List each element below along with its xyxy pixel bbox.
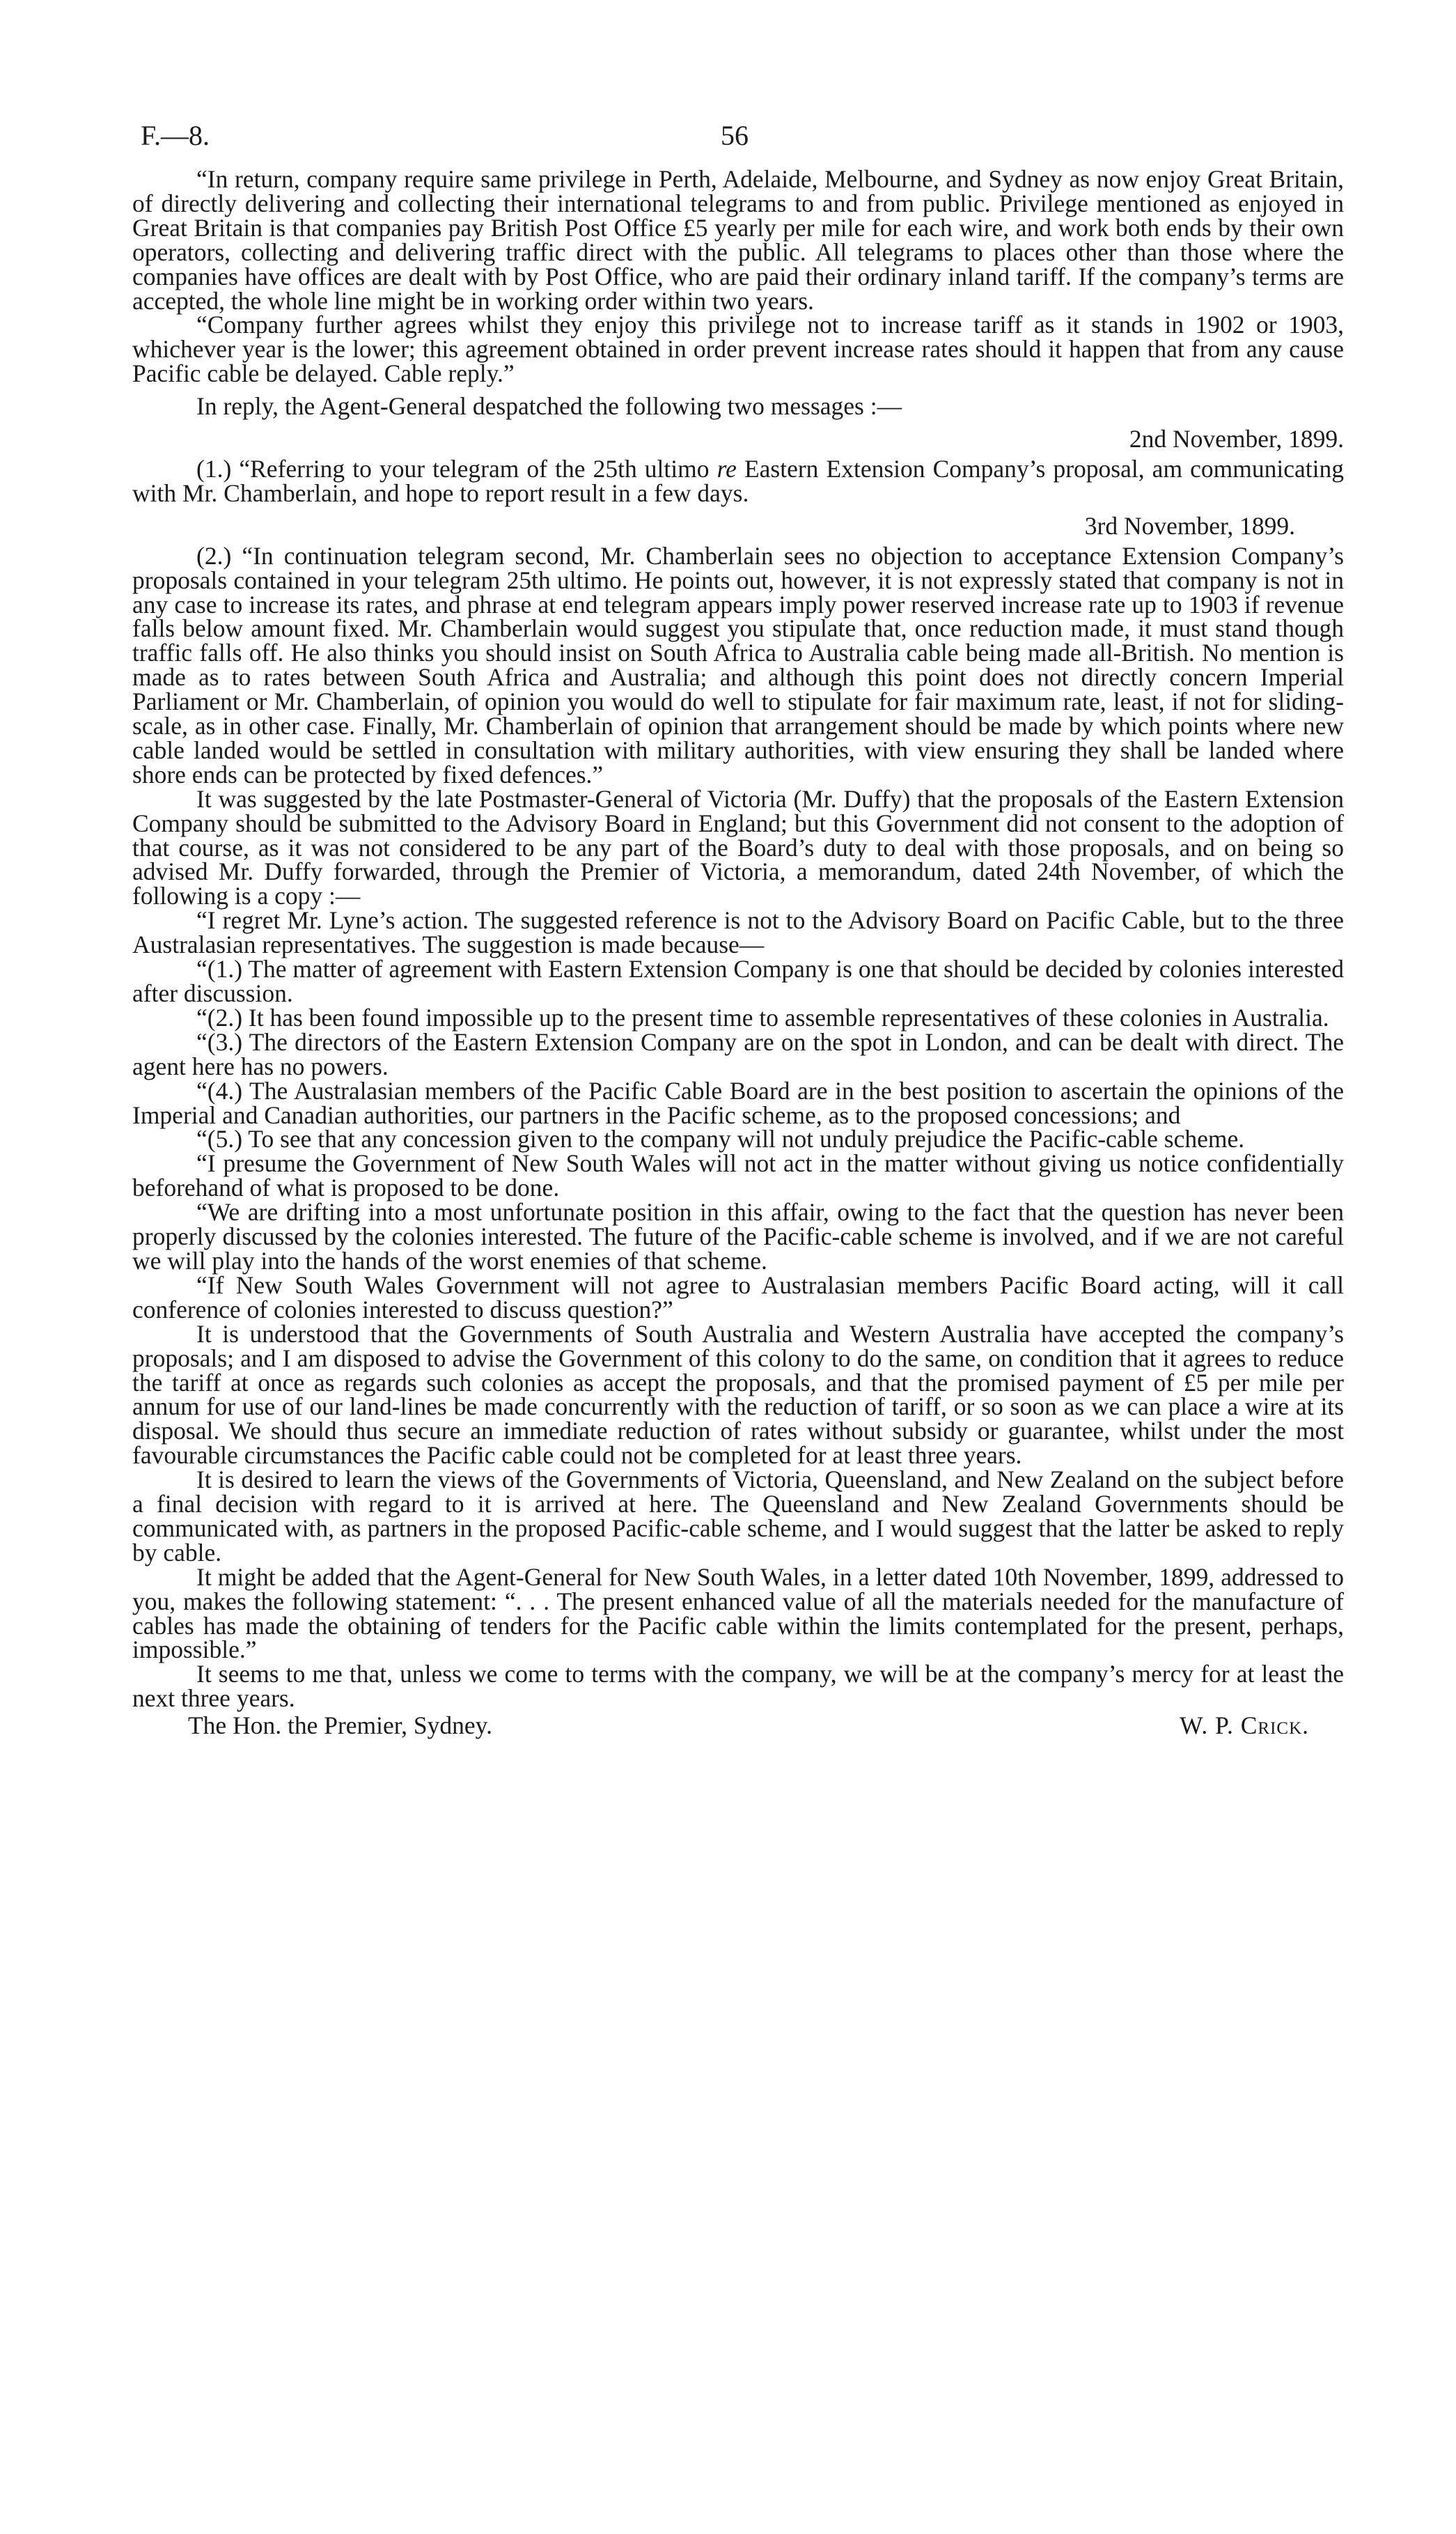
paragraph: “I presume the Government of New South Wales will not act in the matter without giving us notice confidentially beforehand of what is proposed to be done. xyxy=(132,1149,1344,1202)
text-run: (1.) “Referring to your telegram of the 25th ultimo xyxy=(196,454,717,483)
signature: W. P. Crick. xyxy=(1180,1711,1309,1740)
paragraph: “(3.) The directors of the Eastern Extension Company are on the spot in London, and can be dealt with direct. The agent here has no powers. xyxy=(132,1027,1344,1080)
paragraph xyxy=(132,454,1344,507)
page-header xyxy=(132,118,1344,167)
page-number: 56 xyxy=(721,120,749,151)
paragraph: It might be added that the Agent-General for New South Wales, in a letter dated 10th November, 1899, addressed to you, makes the following statement: “. . . The present enhanced value of all the materials needed for the manufacture of cables has made the obtaining of tenders for the Pacific cable within the limits contemplated for the present, perhaps, impossible.” xyxy=(132,1562,1344,1664)
paragraph: “(2.) It has been found impossible up to the present time to assemble representatives of these colonies in Australia. xyxy=(196,1003,1329,1032)
closing-block xyxy=(132,1713,1344,1744)
paragraph: “Company further agrees whilst they enjoy this privilege not to increase tariff as it stands in 1902 or 1903, whichever year is the lower; this agreement obtained in order prevent increase rates should it happen that from any cause Pacific cable be delayed. Cable reply.” xyxy=(132,311,1344,388)
paragraph: “We are drifting into a most unfortunate position in this affair, owing to the fact that the question has never been properly discussed by the colonies interested. The future of the Pacific-cable scheme is involved, and if we are not careful we will play into the hands of the worst enemies of that scheme. xyxy=(132,1198,1344,1275)
paragraph: In reply, the Agent-General despatched the following two messages :— xyxy=(196,392,902,421)
paragraph: “(5.) To see that any concession given to the company will not unduly prejudice the Pacific-cable scheme. xyxy=(196,1125,1245,1153)
document-page xyxy=(132,118,1344,1744)
paragraph: “I regret Mr. Lyne’s action. The suggested reference is not to the Advisory Board on Pacific Cable, but to the three Australasian representatives. The suggestion is made because— xyxy=(132,906,1344,959)
paragraph: It is understood that the Governments of South Australia and Western Australia have accepted the company’s proposals; and I am disposed to advise the Government of this colony to do the same, on condition that it agrees to reduce the tariff at once as regards such colonies as accept the proposals, and that the promised payment of £5 per mile per annum for use of our land-lines be made concurrently with the reduction of tariff, or so soon as we can place a wire at its disposal. We should thus secure an immediate reduction of rates without subsidy or guarantee, whilst under the most favourable circumstances the Pacific cable could not be completed for at least three years. xyxy=(132,1319,1344,1470)
paragraph: It was suggested by the late Postmaster-General of Victoria (Mr. Duffy) that the proposals of the Eastern Extension Company should be submitted to the Advisory Board in England; but this Government did not consent to the adoption of that course, as it was not considered to be any part of the Board’s duty to deal with those proposals, and on being so advised Mr. Duffy forwarded, through the Premier of Victoria, a memorandum, dated 24th November, of which the following is a copy :— xyxy=(132,784,1344,910)
document-reference: F.—8. xyxy=(141,120,210,151)
message-date: 2nd November, 1899. xyxy=(1129,425,1344,453)
paragraph: “(4.) The Australasian members of the Pacific Cable Board are in the best position to ascertain the opinions of the Imperial and Canadian authorities, our partners in the Pacific scheme, as to the proposed concessions; and xyxy=(132,1076,1344,1129)
paragraph: “If New South Wales Government will not agree to Australasian members Pacific Board acting, will it call conference of colonies interested to discuss question?” xyxy=(132,1270,1344,1323)
paragraph: “(1.) The matter of agreement with Eastern Extension Company is one that should be decided by colonies interested after discussion. xyxy=(132,955,1344,1007)
italic-term: re xyxy=(717,454,737,483)
paragraph: “In return, company require same privilege in Perth, Adelaide, Melbourne, and Sydney as now enjoy Great Britain, of directly delivering and collecting their international telegrams to and from public. Privilege mentioned as enjoyed in Great Britain is that companies pay British Post Office £5 yearly per mile for each wire, and work both ends by their own operators, collecting and delivering traffic direct with the public. All telegrams to places other than those where the companies have offices are dealt with by Post Office, who are paid their ordinary inland tariff. If the company’s terms are accepted, the whole line might be in working order within two years. xyxy=(132,165,1344,315)
addressee: The Hon. the Premier, Sydney. xyxy=(188,1711,492,1740)
message-date: 3rd November, 1899. xyxy=(1084,511,1295,540)
paragraph: It seems to me that, unless we come to terms with the company, we will be at the company’s mercy for at least the next three years. xyxy=(132,1660,1344,1713)
paragraph: It is desired to learn the views of the Governments of Victoria, Queensland, and New Zealand on the subject before a final decision with regard to it is arrived at here. The Queensland and New Zealand Governments should be communicated with, as partners in the proposed Pacific-cable scheme, and I would suggest that the latter be asked to reply by cable. xyxy=(132,1466,1344,1567)
paragraph: (2.) “In continuation telegram second, Mr. Chamberlain sees no objection to acceptance Extension Company’s proposals contained in your telegram 25th ultimo. He points out, however, it is not expressly stated that company is not in any case to increase its rates, and phrase at end telegram appears imply power reserved increase rate up to 1903 if revenue falls below amount fixed. Mr. Chamberlain would suggest you stipulate that, once reduction made, it must stand though traffic falls off. He also thinks you should insist on South Africa to Australia cable being made all-British. No mention is made as to rates between South Africa and Australia; and although this point does not directly concern Imperial Parliament or Mr. Chamberlain, of opinion you would do well to stipulate for fair maximum rate, least, if not for sliding-scale, as in other case. Finally, Mr. Chamberlain of opinion that arrangement should be made by which points where new cable landed would be settled in consultation with military authorities, with view ensuring they shall be landed where shore ends can be protected by fixed defences.” xyxy=(132,541,1344,788)
text-run: Eastern Extension Company’s proposal, am communicating with Mr. Chamberlain, and hope to report result in a few days. xyxy=(132,454,1344,507)
